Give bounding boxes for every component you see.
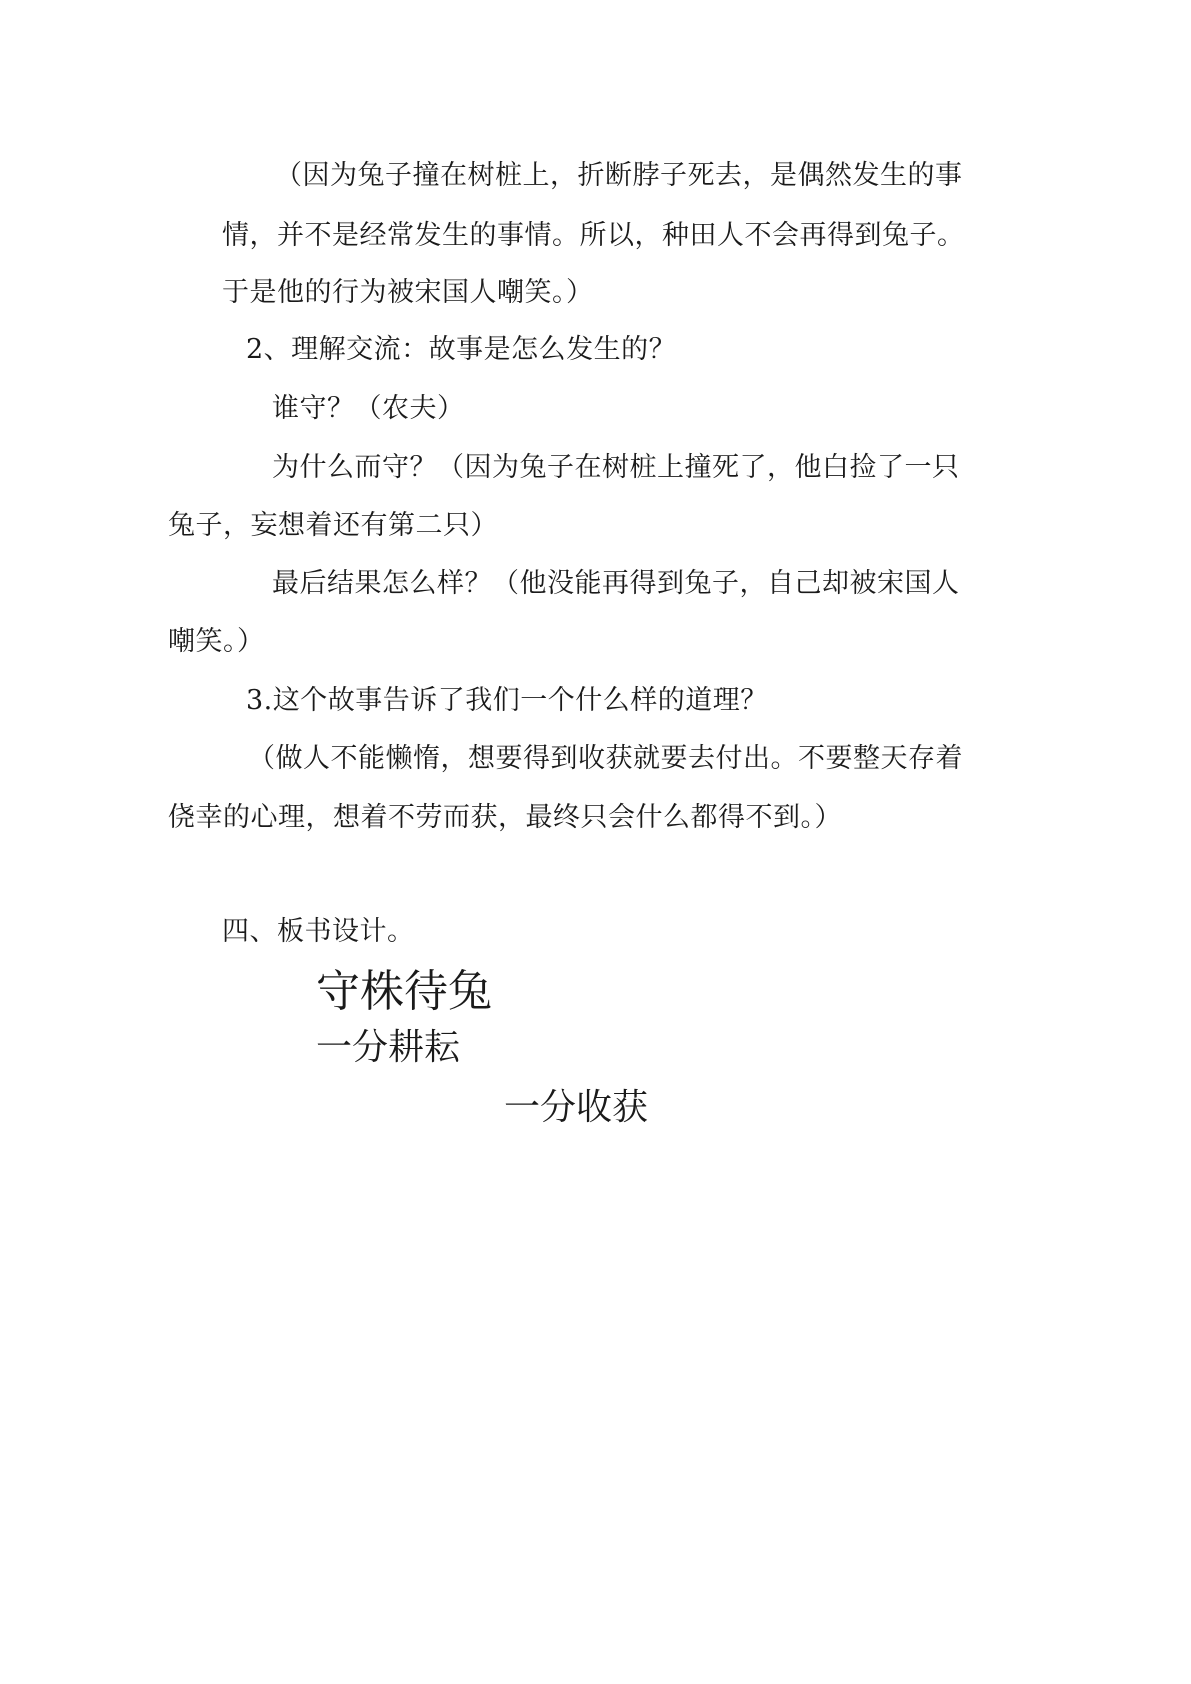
question-line: 嘲笑。） — [168, 626, 265, 657]
board-line-2: 一分收获 — [504, 1087, 649, 1128]
section-heading: 四、板书设计。 — [222, 916, 415, 947]
question-heading: 2、理解交流：故事是怎么发生的？ — [246, 334, 677, 365]
question-line: 为什么而守？（因为兔子在树桩上撞死了，他白捡了一只 — [272, 452, 960, 483]
paragraph-line: 于是他的行为被宋国人嘲笑。） — [222, 277, 594, 308]
answer-line: 侥幸的心理，想着不劳而获，最终只会什么都得不到。） — [168, 802, 842, 833]
question-line: 谁守？（农夫） — [272, 393, 465, 424]
board-line-1: 一分耕耘 — [316, 1027, 461, 1068]
paragraph-line: 情，并不是经常发生的事情。所以，种田人不会再得到兔子。 — [222, 220, 965, 251]
answer-line: （做人不能懒惰，想要得到收获就要去付出。不要整天存着 — [248, 743, 963, 774]
paragraph-line: （因为兔子撞在树桩上，折断脖子死去，是偶然发生的事 — [275, 160, 963, 191]
question-line: 最后结果怎么样？（他没能再得到兔子，自己却被宋国人 — [272, 568, 960, 599]
question-heading: 3.这个故事告诉了我们一个什么样的道理？ — [246, 685, 768, 716]
board-title: 守株待兔 — [316, 966, 492, 1017]
question-line: 兔子，妄想着还有第二只） — [168, 510, 498, 541]
